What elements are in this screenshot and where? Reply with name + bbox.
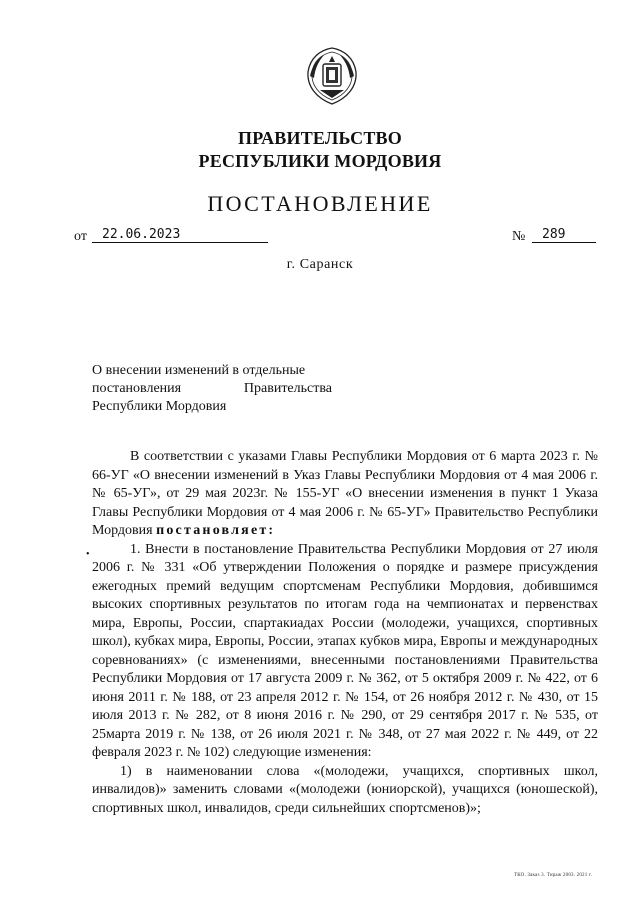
preamble-text: В соответствии с указами Главы Республики Мордовия от 6 марта 2023 г. № 66-УГ «О внесении изменений в Указ Главы Республики Мордовия от 4 мая 2006 г. № 65-УГ», от 29 мая 2023г. № 155-УГ «О внесении изменения в пункт 1 Указа Главы Республики Мордовия от 4 мая 2006 г. № 65-УГ» Правительство Республики Мордовия — [92, 449, 598, 538]
document-body — [92, 448, 598, 818]
body-paragraph-preamble — [92, 448, 598, 541]
date-prefix: от — [74, 229, 87, 244]
number-prefix: № — [512, 229, 526, 244]
subject-line2-right: Правительства — [243, 381, 332, 396]
body-paragraph-subitem1: 1) в наименовании слова «(молодежи, учащихся, спортивных школ, инвалидов)» заменить словами «(молодежи (юниорской), учащихся (юношеской), спортивных школ, инвалидов, среди сильнейших спортсменов)»; — [92, 763, 598, 816]
margin-dot: • — [86, 549, 90, 560]
document-number: 289 — [532, 227, 596, 243]
print-info: ТКО. Заказ 3. Тираж 2003. 2021 г. — [514, 873, 593, 878]
document-type: ПОСТАНОВЛЕНИЕ — [207, 191, 433, 216]
coat-of-arms-icon — [304, 46, 360, 106]
subject-line1: О внесении изменений в отдельные — [92, 363, 306, 378]
government-title-line1: ПРАВИТЕЛЬСТВО — [238, 128, 402, 148]
government-title-line2: РЕСПУБЛИКИ МОРДОВИЯ — [198, 151, 442, 171]
subject-line2-left: постановления — [92, 381, 182, 396]
subject-line2 — [92, 380, 332, 398]
body-paragraph-item1: 1. Внести в постановление Правительства Республики Мордовия от 27 июля 2006 г. № 331 «Об утверждении Положения о порядке и размере присуждения ежегодных премий ведущим спортсменам Республики Мордовия, добившимся высоких спортивных результатов по итогам года на чемпионатах и первенствах мира, Европы, России, спартакиадах России (молодежи, учащихся, спортивных школ), кубках мира, Европы, России, этапах кубков мира, Европы и международных соревнованиях» (с изменениями, внесенными постановлениями Правительства Республики Мордовия от 17 августа 2009 г. № 362, от 5 октября 2009 г. № 422, от 6 июня 2011 г. № 188, от 23 апреля 2012 г. № 154, от 26 ноября 2012 г. № 430, от 15 июля 2013 г. № 282, от 8 июня 2016 г. № 290, от 29 сентября 2017 г. № 535, от 25марта 2019 г. № 138, от 26 июля 2021 г. № 348, от 27 мая 2022 г. № 449, от 22 февраля 2023 г. № 102) следующие изменения: — [92, 541, 598, 760]
document-subject — [92, 362, 332, 416]
date-number-row — [74, 229, 596, 249]
subject-line3: Республики Мордовия — [92, 399, 227, 414]
document-date: 22.06.2023 — [92, 227, 268, 243]
city: г. Саранск — [286, 257, 354, 272]
resolve-word: постановляет: — [156, 523, 276, 538]
